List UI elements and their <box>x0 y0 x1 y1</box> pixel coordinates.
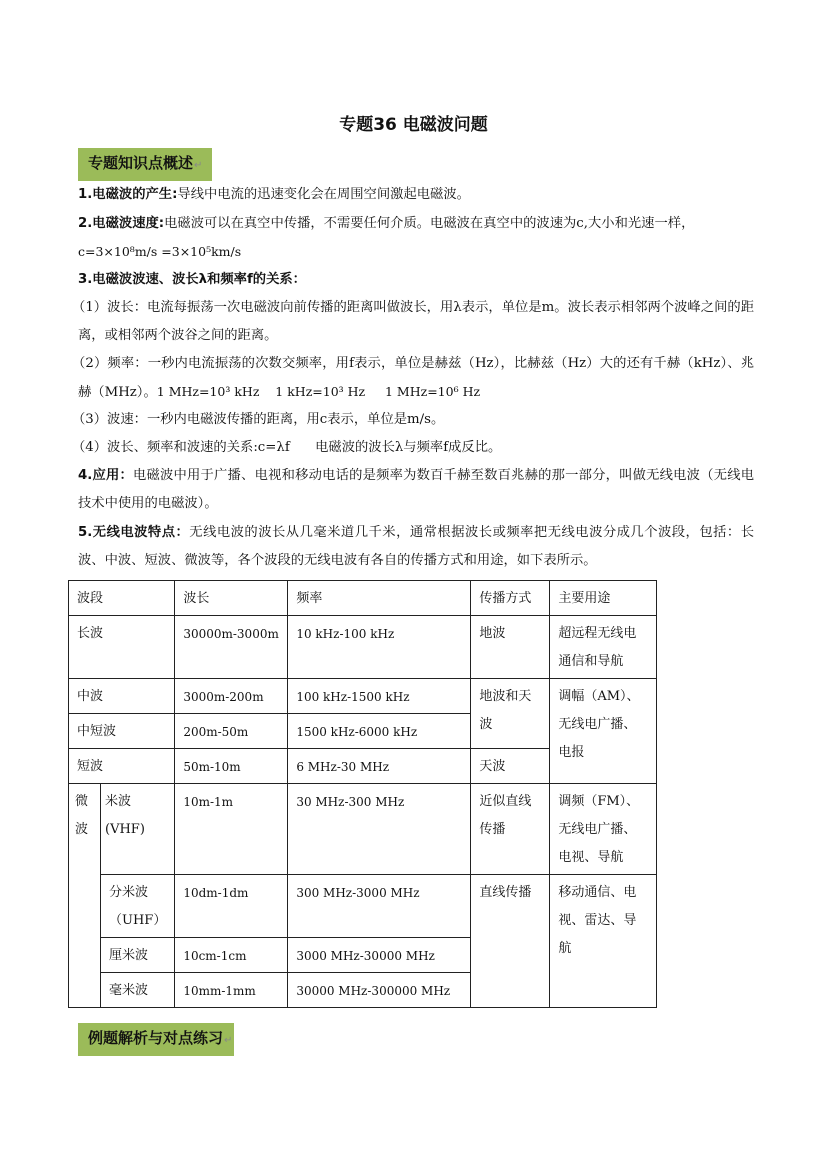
cell-band: 中波 <box>69 679 175 714</box>
radio-wave-table <box>68 580 657 1008</box>
header-band: 波段 <box>69 581 175 616</box>
paragraph-1 <box>78 181 754 209</box>
cell-wavelength: 10dm-1dm <box>175 875 288 938</box>
table-header-row <box>69 581 657 616</box>
cell-propagation: 天波 <box>471 749 550 784</box>
paragraph-3-3: （3）波速：一秒内电磁波传播的距离，用c表示，单位是m/s。 <box>72 412 445 427</box>
table-row <box>69 679 657 714</box>
paragraph-3-4: （4）波长、频率和波速的关系:c=λf 电磁波的波长λ与频率f成反比。 <box>72 440 502 455</box>
section-heading-label: 专题知识点概述 <box>88 154 194 172</box>
paragraph-1-head: 1.电磁波的产生: <box>78 187 178 202</box>
table-row <box>69 616 657 679</box>
paragraph-2-body: 电磁波可以在真空中传播，不需要任何介质。电磁波在真空中的波速为c,大小和光速一样， <box>164 216 695 231</box>
cell-wavelength: 30000m-3000m <box>175 616 288 679</box>
cell-frequency: 100 kHz-1500 kHz <box>288 679 471 714</box>
paragraph-mark-icon: ↵ <box>224 1035 233 1046</box>
paragraph-3-2-formula: 1 MHz=10³ kHz 1 kHz=10³ Hz 1 MHz=10⁶ Hz <box>156 384 481 399</box>
section-heading-label: 例题解析与对点练习 <box>88 1029 224 1047</box>
paragraph-2-head: 2.电磁波速度: <box>78 216 165 231</box>
paragraph-2 <box>78 210 754 267</box>
cell-band: 中短波 <box>69 714 175 749</box>
cell-band: 米波(VHF) <box>101 784 175 875</box>
paragraph-3-head <box>78 266 754 294</box>
page-title: 专题36 电磁波问题 <box>339 115 488 135</box>
cell-propagation: 地波和天波 <box>471 679 550 749</box>
paragraph-3-2-text: （2）频率：一秒内电流振荡的次数交频率，用f表示，单位是赫兹（Hz），比赫兹（Hz）大的还有千赫（kHz）、兆赫（MHz）。 <box>72 356 754 400</box>
paragraph-5-head: 5.无线电波特点： <box>78 525 190 540</box>
cell-wavelength: 10m-1m <box>175 784 288 875</box>
paragraph-5-body: 无线电波的波长从几毫米道几千米，通常根据波长或频率把无线电波分成几个波段，包括：长波、中波、短波、微波等，各个波段的无线电波有各自的传播方式和用途，如下表所示。 <box>78 525 754 568</box>
paragraph-4-body: 电磁波中用于广播、电视和移动电话的是频率为数百千赫至数百兆赫的那一部分，叫做无线电波（无线电技术中使用的电磁波）。 <box>78 468 754 511</box>
cell-band: 分米波（UHF） <box>101 875 175 938</box>
table-row <box>69 875 657 938</box>
cell-band: 毫米波 <box>101 973 175 1008</box>
header-propagation: 传播方式 <box>471 581 550 616</box>
paragraph-1-body: 导线中电流的迅速变化会在周围空间激起电磁波。 <box>177 187 470 202</box>
cell-propagation: 地波 <box>471 616 550 679</box>
paragraph-5 <box>78 519 754 575</box>
paragraph-mark-icon: ↵ <box>194 160 203 171</box>
cell-band: 长波 <box>69 616 175 679</box>
cell-wavelength: 10cm-1cm <box>175 938 288 973</box>
cell-frequency: 300 MHz-3000 MHz <box>288 875 471 938</box>
cell-frequency: 1500 kHz-6000 kHz <box>288 714 471 749</box>
cell-band: 短波 <box>69 749 175 784</box>
cell-band: 厘米波 <box>101 938 175 973</box>
header-frequency: 频率 <box>288 581 471 616</box>
cell-frequency: 6 MHz-30 MHz <box>288 749 471 784</box>
cell-propagation: 直线传播 <box>471 875 550 1008</box>
cell-frequency: 10 kHz-100 kHz <box>288 616 471 679</box>
cell-frequency: 30 MHz-300 MHz <box>288 784 471 875</box>
cell-usage: 调幅（AM）、无线电广播、电报 <box>550 679 657 784</box>
cell-usage: 超远程无线电通信和导航 <box>550 616 657 679</box>
table-row <box>69 784 657 875</box>
cell-frequency: 30000 MHz-300000 MHz <box>288 973 471 1008</box>
section-heading-overview <box>78 148 212 181</box>
paragraph-4 <box>78 462 754 518</box>
header-wavelength: 波长 <box>175 581 288 616</box>
cell-microwave-group: 微波 <box>69 784 101 1008</box>
section-heading-examples <box>78 1023 234 1056</box>
cell-frequency: 3000 MHz-30000 MHz <box>288 938 471 973</box>
paragraph-3-title: 3.电磁波波速、波长λ和频率f的关系： <box>78 272 306 287</box>
paragraph-3-1: （1）波长：电流每振荡一次电磁波向前传播的距离叫做波长，用λ表示，单位是m。波长表示相邻两个波峰之间的距离，或相邻两个波谷之间的距离。 <box>72 300 754 343</box>
paragraph-3-2 <box>72 350 754 407</box>
paragraph-2-formula: c=3×10⁸m/s =3×10⁵km/s <box>78 244 242 259</box>
cell-wavelength: 200m-50m <box>175 714 288 749</box>
cell-usage: 移动通信、电视、雷达、导航 <box>550 875 657 1008</box>
cell-usage: 调频（FM）、无线电广播、电视、导航 <box>550 784 657 875</box>
cell-propagation: 近似直线传播 <box>471 784 550 875</box>
header-usage: 主要用途 <box>550 581 657 616</box>
paragraph-4-head: 4.应用： <box>78 468 134 483</box>
cell-wavelength: 10mm-1mm <box>175 973 288 1008</box>
cell-wavelength: 3000m-200m <box>175 679 288 714</box>
cell-wavelength: 50m-10m <box>175 749 288 784</box>
